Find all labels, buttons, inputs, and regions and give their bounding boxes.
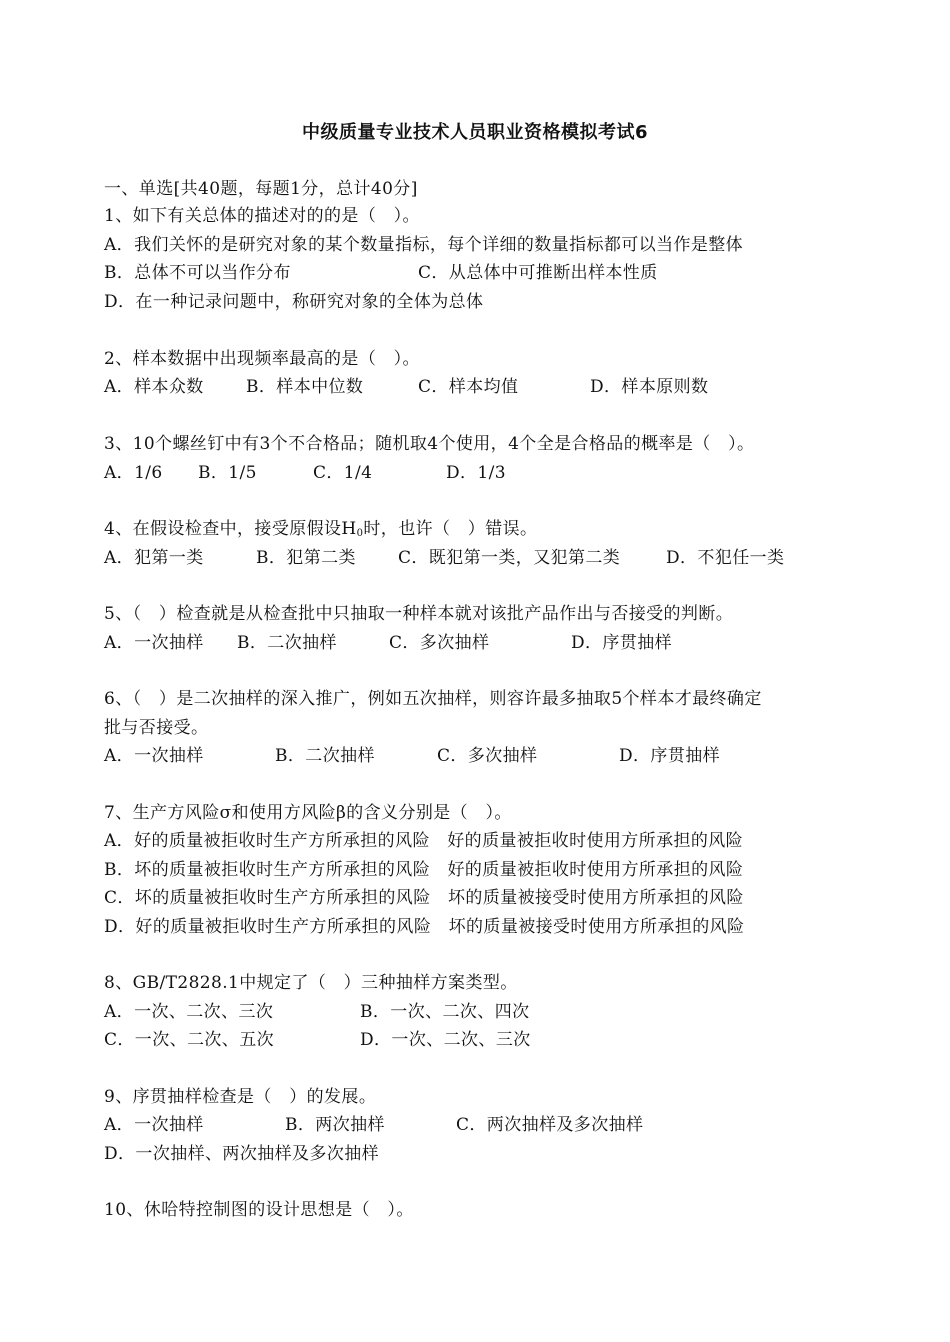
- question-2-stem: 2、样本数据中出现频率最高的是（ ）。: [104, 349, 420, 369]
- question-1-stem: 1、如下有关总体的描述对的的是（ ）。: [104, 206, 420, 226]
- question-9-option-b: B．两次抽样: [285, 1115, 385, 1135]
- question-6-stem-line-2: 批与否接受。: [104, 718, 209, 738]
- question-6-stem-line-1: 6、（ ）是二次抽样的深入推广，例如五次抽样，则容许最多抽取5个样本才最终确定: [104, 689, 762, 709]
- question-5-option-b: B．二次抽样: [237, 633, 337, 653]
- question-8-option-c: C．一次、二次、五次: [104, 1030, 275, 1050]
- question-9-option-c: C．两次抽样及多次抽样: [456, 1115, 644, 1135]
- question-4-stem-subscript: 0: [356, 528, 364, 539]
- question-4-option-c: C．既犯第一类，又犯第二类: [398, 548, 621, 568]
- question-8-option-a: A．一次、二次、三次: [104, 1002, 274, 1022]
- question-1-option-a: A．我们关怀的是研究对象的某个数量指标，每个详细的数量指标都可以当作是整体: [104, 235, 744, 255]
- question-9-stem: 9、序贯抽样检查是（ ）的发展。: [104, 1087, 377, 1107]
- question-3-option-c: C．1/4: [313, 463, 373, 483]
- question-5-option-d: D．序贯抽样: [571, 633, 673, 653]
- question-6-option-d: D．序贯抽样: [619, 746, 721, 766]
- question-6-option-a: A．一次抽样: [104, 746, 204, 766]
- question-7-option-a: A．好的质量被拒收时生产方所承担的风险 好的质量被拒收时使用方所承担的风险: [104, 831, 744, 851]
- question-10-stem: 10、休哈特控制图的设计思想是（ ）。: [104, 1200, 414, 1220]
- question-4-option-d: D．不犯任一类: [666, 548, 785, 568]
- question-8-stem: 8、GB/T2828.1中规定了（ ）三种抽样方案类型。: [104, 973, 518, 993]
- question-3-stem: 3、10个螺丝钉中有3个不合格品；随机取4个使用，4个全是合格品的概率是（ ）。: [104, 434, 755, 454]
- question-8-option-d: D．一次、二次、三次: [360, 1030, 531, 1050]
- question-2-option-d: D．样本原则数: [590, 377, 709, 397]
- question-9-option-d: D．一次抽样、两次抽样及多次抽样: [104, 1144, 380, 1164]
- question-9-option-a: A．一次抽样: [104, 1115, 204, 1135]
- question-1-option-b: B．总体不可以当作分布: [104, 263, 291, 283]
- question-2-option-b: B．样本中位数: [246, 377, 364, 397]
- question-2-option-c: C．样本均值: [418, 377, 519, 397]
- section-heading: 一、单选[共40题，每题1分，总计40分]: [104, 179, 418, 199]
- exam-title: 中级质量专业技术人员职业资格模拟考试6: [301, 122, 649, 143]
- question-4-option-a: A．犯第一类: [104, 548, 204, 568]
- question-2-option-a: A．样本众数: [104, 377, 204, 397]
- question-4-option-b: B．犯第二类: [256, 548, 356, 568]
- question-7-stem: 7、生产方风险σ和使用方风险β的含义分别是（ ）。: [104, 803, 512, 823]
- question-5-option-a: A．一次抽样: [104, 633, 204, 653]
- question-4-stem-post: 时，也许（ ）错误。: [363, 519, 538, 539]
- question-6-option-c: C．多次抽样: [437, 746, 538, 766]
- question-4-stem: [104, 518, 537, 545]
- question-1-option-d: D．在一种记录问题中，称研究对象的全体为总体: [104, 292, 484, 312]
- question-5-option-c: C．多次抽样: [389, 633, 490, 653]
- question-6-option-b: B．二次抽样: [275, 746, 375, 766]
- question-7-option-b: B．坏的质量被拒收时生产方所承担的风险 好的质量被拒收时使用方所承担的风险: [104, 860, 744, 880]
- question-4-stem-pre: 4、在假设检查中，接受原假设H: [104, 519, 357, 539]
- question-8-option-b: B．一次、二次、四次: [360, 1002, 530, 1022]
- question-7-option-c: C．坏的质量被拒收时生产方所承担的风险 坏的质量被接受时使用方所承担的风险: [104, 888, 744, 908]
- question-1-option-c: C．从总体中可推断出样本性质: [418, 263, 658, 283]
- question-3-option-a: A．1/6: [104, 463, 163, 483]
- question-3-option-d: D．1/3: [446, 463, 506, 483]
- question-5-stem: 5、（ ）检查就是从检查批中只抽取一种样本就对该批产品作出与否接受的判断。: [104, 604, 734, 624]
- question-3-option-b: B．1/5: [198, 463, 257, 483]
- question-7-option-d: D．好的质量被拒收时生产方所承担的风险 坏的质量被接受时使用方所承担的风险: [104, 917, 745, 937]
